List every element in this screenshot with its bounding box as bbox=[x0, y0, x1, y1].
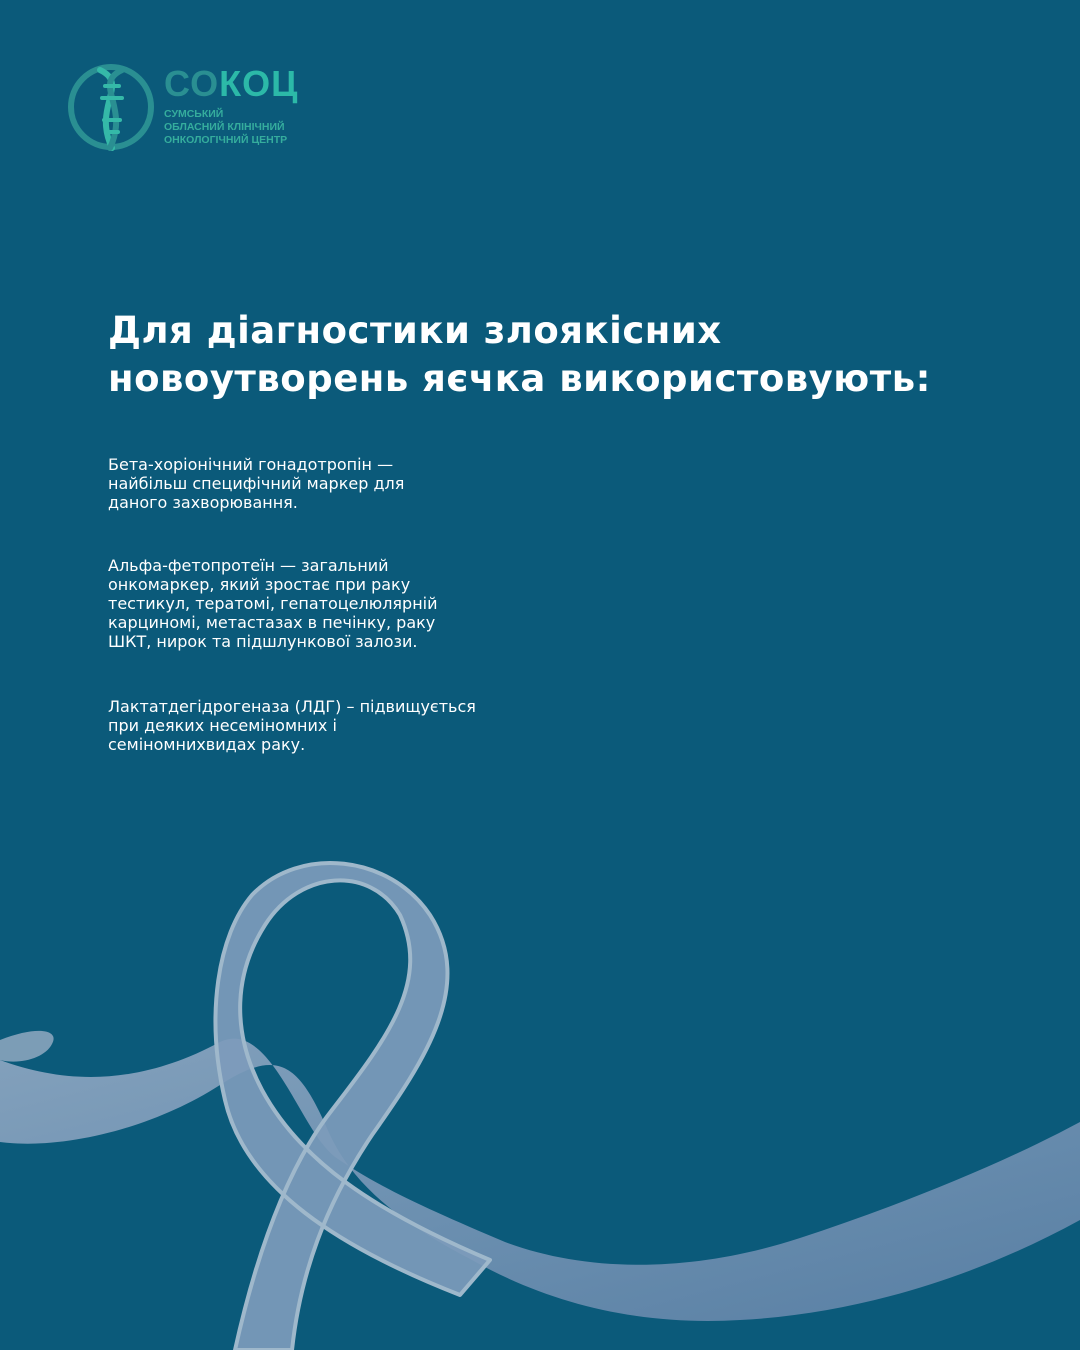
logo-subtitle bbox=[164, 108, 314, 147]
paragraph-line: Альфа-фетопротеїн — загальний bbox=[108, 556, 389, 575]
logo-subtitle-line: ОБЛАСНИЙ КЛІНІЧНИЙ bbox=[164, 121, 285, 133]
paragraph-line: Лактатдегідрогеназа (ЛДГ) – підвищується bbox=[108, 697, 476, 716]
paragraph-line: семіномнихвидах раку. bbox=[108, 735, 306, 754]
paragraph-line: ШКТ, нирок та підшлункової залози. bbox=[108, 632, 418, 651]
paragraph-line: даного захворювання. bbox=[108, 493, 298, 512]
dna-helix-icon bbox=[66, 62, 156, 152]
page-title bbox=[108, 307, 1028, 403]
paragraph-line: найбільш специфічний маркер для bbox=[108, 474, 405, 493]
main-content bbox=[108, 307, 1028, 770]
page-title-line: Для діагностики злоякісних bbox=[108, 309, 722, 352]
page-title-line: новоутворень яєчка використовують: bbox=[108, 357, 931, 400]
logo-subtitle-line: СУМСЬКИЙ bbox=[164, 108, 224, 120]
organization-logo bbox=[66, 62, 316, 157]
paragraph-line: онкомаркер, який зростає при раку bbox=[108, 575, 411, 594]
paragraph-line: тестикул, тератомі, гепатоцелюлярній bbox=[108, 594, 438, 613]
logo-brand-part1: СО bbox=[164, 63, 220, 104]
paragraph-line: Бета-хоріонічний гонадотропін — bbox=[108, 455, 394, 474]
logo-subtitle-line: ОНКОЛОГІЧНИЙ ЦЕНТР bbox=[164, 134, 288, 146]
logo-brand-part2: КОЦ bbox=[219, 63, 299, 104]
logo-brand-name bbox=[164, 64, 298, 104]
paragraph-line: при деяких несеміномних і bbox=[108, 716, 337, 735]
paragraph-line: карциномі, метастазах в печінку, раку bbox=[108, 613, 436, 632]
